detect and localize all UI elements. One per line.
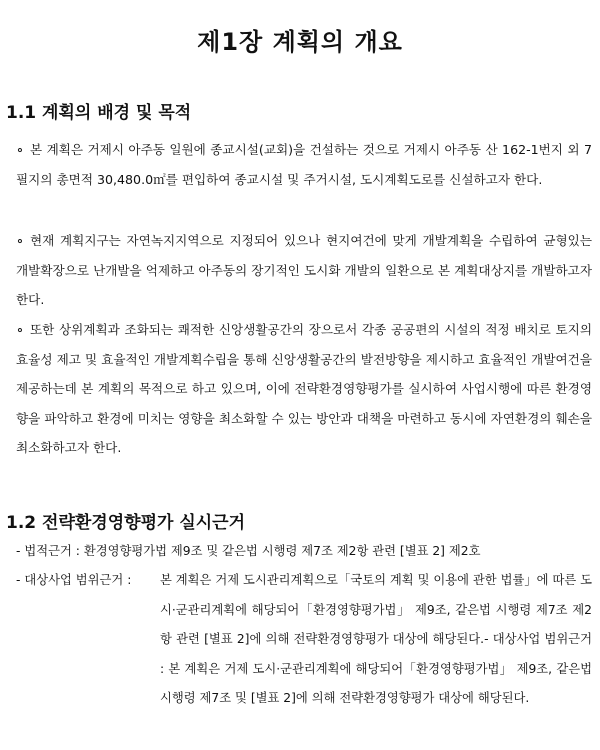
legal-basis-line: - 법적근거 : 환경영향평가법 제9조 및 같은법 시행령 제7조 제2항 관련 [별표 2] 제2호 xyxy=(16,544,481,558)
bullet-icon: ∘ xyxy=(16,233,24,248)
target-basis-label: - 대상사업 범위근거 : xyxy=(16,573,132,587)
paragraph-text: 본 계획은 거제시 아주동 일원에 종교시설(교회)을 건설하는 것으로 거제시 아주동 산 162-1번지 외 7필지의 총면적 30,480.0㎡를 편입하여 종교시설 및 주거시설, 도시계획도로를 신설하고자 한다. xyxy=(16,142,592,187)
paragraph-text: 또한 상위계획과 조화되는 쾌적한 신앙생활공간의 장으로서 각종 공공편의 시설의 적정 배치로 토지의 효율성 제고 및 효율적인 개발계획수립을 통해 신앙생활공간의 발전방향을 제시하고 효율적인 개발여건을 제공하는데 본 계획의 목적으로 하고 있으며, 이에 전략환경영향평가를 실시하여 사업시행에 따른 환경영향을 파악하고 환경에 미치는 영향을 최소화할 수 있는 방안과 대책을 마련하고 동시에 자연환경의 훼손을 최소화하고자 한다. xyxy=(16,322,592,455)
paragraph-1 xyxy=(16,135,592,194)
target-basis-text: 본 계획은 거제 도시관리계획으로「국토의 계획 및 이용에 관한 법률」에 따른 도시·군관리계획에 해당되어「환경영향평가법」 제9조, 같은법 시행령 제7조 제2항 관련 [별표 2]에 의해 전략환경영향평가 대상에 해당된다.- 대상사업 범위근거 : 본 계획은 거제 도시·군관리계획에 해당되어「환경영향평가법」 제9조, 같은법 시행령 제7조 및 [별표 2]에 의해 전략환경영향평가 대상에 해당된다. xyxy=(160,573,592,705)
section-heading-2: 1.2 전략환경영향평가 실시근거 xyxy=(6,513,246,533)
section-heading-1: 1.1 계획의 배경 및 목적 xyxy=(6,103,192,123)
page-title: 제1장 계획의 개요 xyxy=(197,28,403,56)
paragraph-3 xyxy=(16,315,592,463)
bullet-icon: ∘ xyxy=(16,322,24,337)
paragraph-2 xyxy=(16,226,592,315)
bullet-icon: ∘ xyxy=(16,142,24,157)
paragraph-text: 현재 계획지구는 자연녹지지역으로 지정되어 있으나 현지여건에 맞게 개발계획을 수립하여 균형있는 개발확장으로 난개발을 억제하고 아주동의 장기적인 도시화 개발의 일환으로 본 계획대상지를 개발하고자 한다. xyxy=(16,233,592,307)
